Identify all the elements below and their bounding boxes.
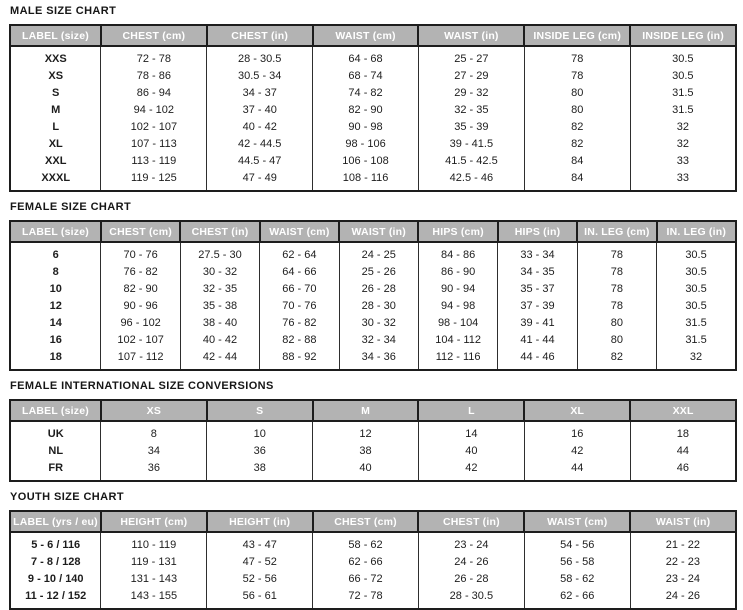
value-cell: 78	[577, 297, 656, 314]
value-cell: 44 - 46	[498, 348, 577, 370]
value-cell: 42.5 - 46	[418, 169, 524, 191]
value-cell: 108 - 116	[313, 169, 419, 191]
value-cell: 80	[524, 101, 630, 118]
value-cell: 58 - 62	[313, 532, 419, 553]
value-cell: 82	[524, 118, 630, 135]
column-header: HIPS (cm)	[418, 221, 497, 242]
table-row	[10, 348, 736, 370]
youth-size-table	[9, 510, 737, 610]
row-label: M	[10, 101, 101, 118]
value-cell: 32	[630, 118, 736, 135]
header-row	[10, 25, 736, 46]
value-cell: 34 - 37	[207, 84, 313, 101]
value-cell: 88 - 92	[260, 348, 339, 370]
value-cell: 24 - 25	[339, 242, 418, 263]
value-cell: 8	[101, 421, 207, 442]
value-cell: 31.5	[657, 314, 736, 331]
value-cell: 30 - 32	[339, 314, 418, 331]
value-cell: 42	[418, 459, 524, 481]
value-cell: 98 - 106	[313, 135, 419, 152]
header-row	[10, 221, 736, 242]
value-cell: 44.5 - 47	[207, 152, 313, 169]
table-row	[10, 135, 736, 152]
value-cell: 78	[577, 280, 656, 297]
table-row	[10, 442, 736, 459]
section-female-size-chart	[9, 201, 737, 371]
value-cell: 80	[577, 314, 656, 331]
value-cell: 54 - 56	[524, 532, 630, 553]
value-cell: 78 - 86	[101, 67, 207, 84]
value-cell: 35 - 38	[180, 297, 259, 314]
value-cell: 33 - 34	[498, 242, 577, 263]
value-cell: 82 - 88	[260, 331, 339, 348]
value-cell: 104 - 112	[418, 331, 497, 348]
value-cell: 30.5	[657, 297, 736, 314]
column-header: WAIST (in)	[630, 511, 736, 532]
value-cell: 76 - 82	[260, 314, 339, 331]
value-cell: 84	[524, 169, 630, 191]
value-cell: 82	[524, 135, 630, 152]
row-label: 9 - 10 / 140	[10, 570, 101, 587]
table-row	[10, 263, 736, 280]
value-cell: 43 - 47	[207, 532, 313, 553]
value-cell: 56 - 61	[207, 587, 313, 609]
value-cell: 78	[524, 46, 630, 67]
value-cell: 80	[524, 84, 630, 101]
value-cell: 10	[207, 421, 313, 442]
value-cell: 70 - 76	[101, 242, 180, 263]
table-row	[10, 169, 736, 191]
value-cell: 96 - 102	[101, 314, 180, 331]
value-cell: 76 - 82	[101, 263, 180, 280]
row-label: FR	[10, 459, 101, 481]
value-cell: 38	[313, 442, 419, 459]
value-cell: 40 - 42	[207, 118, 313, 135]
female-international-table-body	[10, 421, 736, 481]
table-row	[10, 459, 736, 481]
value-cell: 35 - 39	[418, 118, 524, 135]
value-cell: 86 - 90	[418, 263, 497, 280]
value-cell: 27 - 29	[418, 67, 524, 84]
value-cell: 66 - 70	[260, 280, 339, 297]
value-cell: 40	[313, 459, 419, 481]
column-header: LABEL (size)	[10, 25, 101, 46]
table-row	[10, 587, 736, 609]
table-row	[10, 152, 736, 169]
table-row	[10, 84, 736, 101]
value-cell: 26 - 28	[418, 570, 524, 587]
female-international-table-head	[10, 400, 736, 421]
row-label: XL	[10, 135, 101, 152]
value-cell: 98 - 104	[418, 314, 497, 331]
value-cell: 78	[524, 67, 630, 84]
value-cell: 44	[524, 459, 630, 481]
row-label: S	[10, 84, 101, 101]
row-label: 10	[10, 280, 101, 297]
column-header: CHEST (in)	[180, 221, 259, 242]
column-header: WAIST (cm)	[524, 511, 630, 532]
value-cell: 64 - 68	[313, 46, 419, 67]
value-cell: 94 - 102	[101, 101, 207, 118]
column-header: M	[313, 400, 419, 421]
column-header: LABEL (size)	[10, 221, 101, 242]
value-cell: 82 - 90	[101, 280, 180, 297]
value-cell: 38 - 40	[180, 314, 259, 331]
youth-size-table-head	[10, 511, 736, 532]
value-cell: 30.5 - 34	[207, 67, 313, 84]
header-row	[10, 511, 736, 532]
male-size-table	[9, 24, 737, 192]
value-cell: 28 - 30.5	[207, 46, 313, 67]
female-size-chart-title: FEMALE SIZE CHART	[10, 201, 132, 213]
value-cell: 25 - 26	[339, 263, 418, 280]
column-header: IN. LEG (cm)	[577, 221, 656, 242]
value-cell: 30.5	[630, 67, 736, 84]
value-cell: 23 - 24	[418, 532, 524, 553]
value-cell: 28 - 30	[339, 297, 418, 314]
value-cell: 56 - 58	[524, 553, 630, 570]
value-cell: 40 - 42	[180, 331, 259, 348]
value-cell: 72 - 78	[101, 46, 207, 67]
value-cell: 39 - 41	[498, 314, 577, 331]
table-row	[10, 101, 736, 118]
female-size-table-body	[10, 242, 736, 370]
table-row	[10, 421, 736, 442]
column-header: WAIST (in)	[339, 221, 418, 242]
female-international-table	[9, 399, 737, 482]
row-label: UK	[10, 421, 101, 442]
value-cell: 36	[207, 442, 313, 459]
row-label: 14	[10, 314, 101, 331]
row-label: 5 - 6 / 116	[10, 532, 101, 553]
value-cell: 78	[577, 263, 656, 280]
value-cell: 30.5	[657, 280, 736, 297]
youth-size-chart-title: YOUTH SIZE CHART	[10, 491, 124, 503]
value-cell: 27.5 - 30	[180, 242, 259, 263]
row-label: NL	[10, 442, 101, 459]
column-header: CHEST (cm)	[313, 511, 419, 532]
value-cell: 41.5 - 42.5	[418, 152, 524, 169]
column-header: INSIDE LEG (cm)	[524, 25, 630, 46]
value-cell: 33	[630, 152, 736, 169]
row-label: L	[10, 118, 101, 135]
value-cell: 42 - 44	[180, 348, 259, 370]
value-cell: 58 - 62	[524, 570, 630, 587]
table-row	[10, 46, 736, 67]
value-cell: 143 - 155	[101, 587, 207, 609]
male-size-table-head	[10, 25, 736, 46]
section-male-size-chart	[9, 5, 737, 192]
value-cell: 32 - 35	[180, 280, 259, 297]
value-cell: 29 - 32	[418, 84, 524, 101]
value-cell: 30.5	[630, 46, 736, 67]
male-size-table-body	[10, 46, 736, 191]
value-cell: 47 - 49	[207, 169, 313, 191]
value-cell: 23 - 24	[630, 570, 736, 587]
value-cell: 25 - 27	[418, 46, 524, 67]
row-label: XXXL	[10, 169, 101, 191]
column-header: WAIST (cm)	[313, 25, 419, 46]
value-cell: 84	[524, 152, 630, 169]
row-label: 8	[10, 263, 101, 280]
row-label: 16	[10, 331, 101, 348]
value-cell: 38	[207, 459, 313, 481]
value-cell: 68 - 74	[313, 67, 419, 84]
value-cell: 42 - 44.5	[207, 135, 313, 152]
value-cell: 34 - 35	[498, 263, 577, 280]
header-row	[10, 400, 736, 421]
section-youth-size-chart	[9, 491, 737, 610]
value-cell: 66 - 72	[313, 570, 419, 587]
value-cell: 52 - 56	[207, 570, 313, 587]
column-header: IN. LEG (in)	[657, 221, 736, 242]
column-header: WAIST (cm)	[260, 221, 339, 242]
column-header: S	[207, 400, 313, 421]
value-cell: 82	[577, 348, 656, 370]
value-cell: 62 - 64	[260, 242, 339, 263]
value-cell: 72 - 78	[313, 587, 419, 609]
value-cell: 12	[313, 421, 419, 442]
value-cell: 28 - 30.5	[418, 587, 524, 609]
value-cell: 119 - 131	[101, 553, 207, 570]
value-cell: 94 - 98	[418, 297, 497, 314]
table-row	[10, 280, 736, 297]
column-header: HEIGHT (cm)	[101, 511, 207, 532]
value-cell: 31.5	[630, 84, 736, 101]
female-size-table	[9, 220, 737, 371]
female-size-table-head	[10, 221, 736, 242]
column-header: WAIST (in)	[418, 25, 524, 46]
value-cell: 107 - 112	[101, 348, 180, 370]
row-label: 18	[10, 348, 101, 370]
table-row	[10, 553, 736, 570]
value-cell: 30.5	[657, 263, 736, 280]
value-cell: 32	[630, 135, 736, 152]
row-label: 6	[10, 242, 101, 263]
value-cell: 102 - 107	[101, 331, 180, 348]
column-header: CHEST (in)	[207, 25, 313, 46]
value-cell: 32 - 35	[418, 101, 524, 118]
value-cell: 90 - 96	[101, 297, 180, 314]
table-row	[10, 331, 736, 348]
column-header: HIPS (in)	[498, 221, 577, 242]
value-cell: 44	[630, 442, 736, 459]
value-cell: 34	[101, 442, 207, 459]
value-cell: 112 - 116	[418, 348, 497, 370]
value-cell: 31.5	[630, 101, 736, 118]
column-header: L	[418, 400, 524, 421]
value-cell: 46	[630, 459, 736, 481]
value-cell: 90 - 94	[418, 280, 497, 297]
row-label: 7 - 8 / 128	[10, 553, 101, 570]
value-cell: 26 - 28	[339, 280, 418, 297]
row-label: XXL	[10, 152, 101, 169]
column-header: LABEL (yrs / eu)	[10, 511, 101, 532]
value-cell: 64 - 66	[260, 263, 339, 280]
value-cell: 18	[630, 421, 736, 442]
row-label: 11 - 12 / 152	[10, 587, 101, 609]
value-cell: 119 - 125	[101, 169, 207, 191]
column-header: XS	[101, 400, 207, 421]
value-cell: 107 - 113	[101, 135, 207, 152]
table-row	[10, 242, 736, 263]
table-row	[10, 118, 736, 135]
column-header: XL	[524, 400, 630, 421]
value-cell: 86 - 94	[101, 84, 207, 101]
value-cell: 106 - 108	[313, 152, 419, 169]
youth-size-table-body	[10, 532, 736, 609]
table-row	[10, 297, 736, 314]
value-cell: 14	[418, 421, 524, 442]
value-cell: 36	[101, 459, 207, 481]
value-cell: 30 - 32	[180, 263, 259, 280]
value-cell: 41 - 44	[498, 331, 577, 348]
value-cell: 131 - 143	[101, 570, 207, 587]
value-cell: 33	[630, 169, 736, 191]
table-row	[10, 314, 736, 331]
value-cell: 32	[657, 348, 736, 370]
value-cell: 40	[418, 442, 524, 459]
value-cell: 113 - 119	[101, 152, 207, 169]
value-cell: 30.5	[657, 242, 736, 263]
value-cell: 39 - 41.5	[418, 135, 524, 152]
value-cell: 110 - 119	[101, 532, 207, 553]
value-cell: 80	[577, 331, 656, 348]
section-female-international-conversions	[9, 380, 737, 482]
value-cell: 84 - 86	[418, 242, 497, 263]
value-cell: 34 - 36	[339, 348, 418, 370]
column-header: HEIGHT (in)	[207, 511, 313, 532]
column-header: CHEST (in)	[418, 511, 524, 532]
value-cell: 47 - 52	[207, 553, 313, 570]
value-cell: 31.5	[657, 331, 736, 348]
row-label: XS	[10, 67, 101, 84]
value-cell: 16	[524, 421, 630, 442]
table-row	[10, 67, 736, 84]
column-header: CHEST (cm)	[101, 221, 180, 242]
row-label: 12	[10, 297, 101, 314]
value-cell: 90 - 98	[313, 118, 419, 135]
male-size-chart-title: MALE SIZE CHART	[10, 5, 117, 17]
value-cell: 22 - 23	[630, 553, 736, 570]
value-cell: 78	[577, 242, 656, 263]
row-label: XXS	[10, 46, 101, 67]
value-cell: 62 - 66	[313, 553, 419, 570]
value-cell: 62 - 66	[524, 587, 630, 609]
value-cell: 102 - 107	[101, 118, 207, 135]
column-header: CHEST (cm)	[101, 25, 207, 46]
column-header: INSIDE LEG (in)	[630, 25, 736, 46]
value-cell: 74 - 82	[313, 84, 419, 101]
value-cell: 82 - 90	[313, 101, 419, 118]
column-header: LABEL (size)	[10, 400, 101, 421]
value-cell: 42	[524, 442, 630, 459]
value-cell: 24 - 26	[630, 587, 736, 609]
value-cell: 24 - 26	[418, 553, 524, 570]
value-cell: 35 - 37	[498, 280, 577, 297]
value-cell: 21 - 22	[630, 532, 736, 553]
value-cell: 32 - 34	[339, 331, 418, 348]
column-header: XXL	[630, 400, 736, 421]
table-row	[10, 532, 736, 553]
female-international-conversions-title: FEMALE INTERNATIONAL SIZE CONVERSIONS	[10, 380, 274, 392]
value-cell: 70 - 76	[260, 297, 339, 314]
value-cell: 37 - 40	[207, 101, 313, 118]
value-cell: 37 - 39	[498, 297, 577, 314]
